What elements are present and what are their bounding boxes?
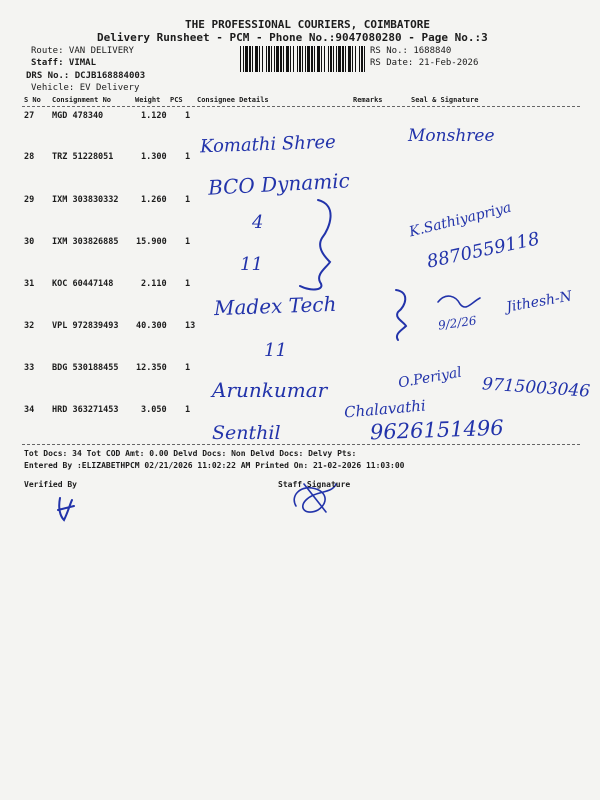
row-sno: 32 [24, 321, 35, 331]
row-weight: 2.110 [141, 279, 167, 289]
row-consignment: KOC 60447148 [52, 279, 114, 289]
row-sno: 31 [24, 279, 35, 289]
handwritten-consignee: BCO Dynamic [207, 168, 351, 200]
col-seal-signature: Seal & Signature [411, 96, 479, 104]
handwritten-signature: O.Periyal [397, 364, 463, 392]
row-sno: 30 [24, 237, 35, 247]
drs-number: DRS No.: DCJB168884003 [26, 71, 146, 81]
col-consignment: Consignment No [52, 96, 112, 104]
verified-by-label: Verified By [24, 480, 77, 489]
handwritten-signature: Monshree [408, 126, 495, 146]
handwritten-signature: Chalavathi [343, 396, 427, 422]
route-label: Route: VAN DELIVERY [31, 46, 134, 56]
row-sno: 27 [24, 111, 35, 121]
col-consignee: Consignee Details [197, 96, 269, 104]
row-pcs: 1 [185, 111, 191, 121]
row-consignment: IXM 303830332 [52, 195, 119, 205]
handwritten-consignee: Senthil [212, 422, 281, 444]
row-consignment: BDG 530188455 [52, 363, 119, 373]
col-pcs: PCS [170, 96, 183, 104]
row-pcs: 1 [185, 279, 191, 289]
staff-signature-label: Staff Signature [278, 480, 351, 489]
row-sno: 29 [24, 195, 35, 205]
handwritten-signature: K.Sathiyapriya [407, 199, 514, 241]
row-weight: 40.300 [136, 321, 167, 331]
handwritten-phone: 9715003046 [481, 374, 591, 402]
row-weight: 15.900 [136, 237, 167, 247]
handwritten-date: 9/2/26 [437, 313, 478, 333]
totals-line: Tot Docs: 34 Tot COD Amt: 0.00 Delvd Docs: Non Delvd Docs: Delvy Pts: [24, 449, 357, 458]
col-weight: Weight [135, 96, 161, 104]
row-consignment: HRD 363271453 [52, 405, 119, 415]
handwritten-phone: 8870559118 [425, 228, 542, 273]
row-pcs: 1 [185, 195, 191, 205]
row-pcs: 1 [185, 237, 191, 247]
vehicle-label: Vehicle: EV Delivery [31, 83, 140, 93]
row-consignment: TRZ 51228051 [52, 152, 114, 162]
barcode [240, 46, 367, 72]
rs-date: RS Date: 21-Feb-2026 [370, 58, 479, 68]
row-consignment: IXM 303826885 [52, 237, 119, 247]
handwritten-ditto: 11 [240, 254, 263, 275]
row-consignment: MGD 478340 [52, 111, 104, 121]
row-sno: 28 [24, 152, 35, 162]
handwritten-ditto: 11 [264, 340, 287, 361]
row-pcs: 13 [185, 321, 196, 331]
row-pcs: 1 [185, 363, 191, 373]
header-rule [22, 106, 580, 107]
row-weight: 12.350 [136, 363, 167, 373]
handwritten-ditto: 4 [252, 212, 264, 233]
row-pcs: 1 [185, 405, 191, 415]
row-sno: 33 [24, 363, 35, 373]
row-weight: 1.260 [141, 195, 167, 205]
row-consignment: VPL 972839493 [52, 321, 119, 331]
handwritten-signature: Jithesh-N [505, 288, 574, 316]
handwritten-consignee: Komathi Shree [199, 131, 337, 158]
entered-by-line: Entered By :ELIZABETHPCM 02/21/2026 11:02:22 AM Printed On: 21-02-2026 11:03:00 [24, 461, 405, 470]
handwritten-phone: 9626151496 [369, 415, 504, 445]
company-title: THE PROFESSIONAL COURIERS, COIMBATORE [185, 18, 431, 31]
col-sno: S No [24, 96, 41, 104]
handwritten-consignee: Madex Tech [213, 291, 337, 321]
handwritten-consignee: Arunkumar [212, 378, 328, 402]
footer-rule [22, 444, 580, 445]
staff-label: Staff: VIMAL [31, 58, 97, 68]
row-weight: 1.300 [141, 152, 167, 162]
col-remarks: Remarks [353, 96, 383, 104]
runsheet-subtitle: Delivery Runsheet - PCM - Phone No.:9047080280 - Page No.:3 [97, 31, 488, 44]
row-weight: 3.050 [141, 405, 167, 415]
row-weight: 1.120 [141, 111, 167, 121]
row-pcs: 1 [185, 152, 191, 162]
rs-number: RS No.: 1688840 [370, 46, 452, 56]
row-sno: 34 [24, 405, 35, 415]
